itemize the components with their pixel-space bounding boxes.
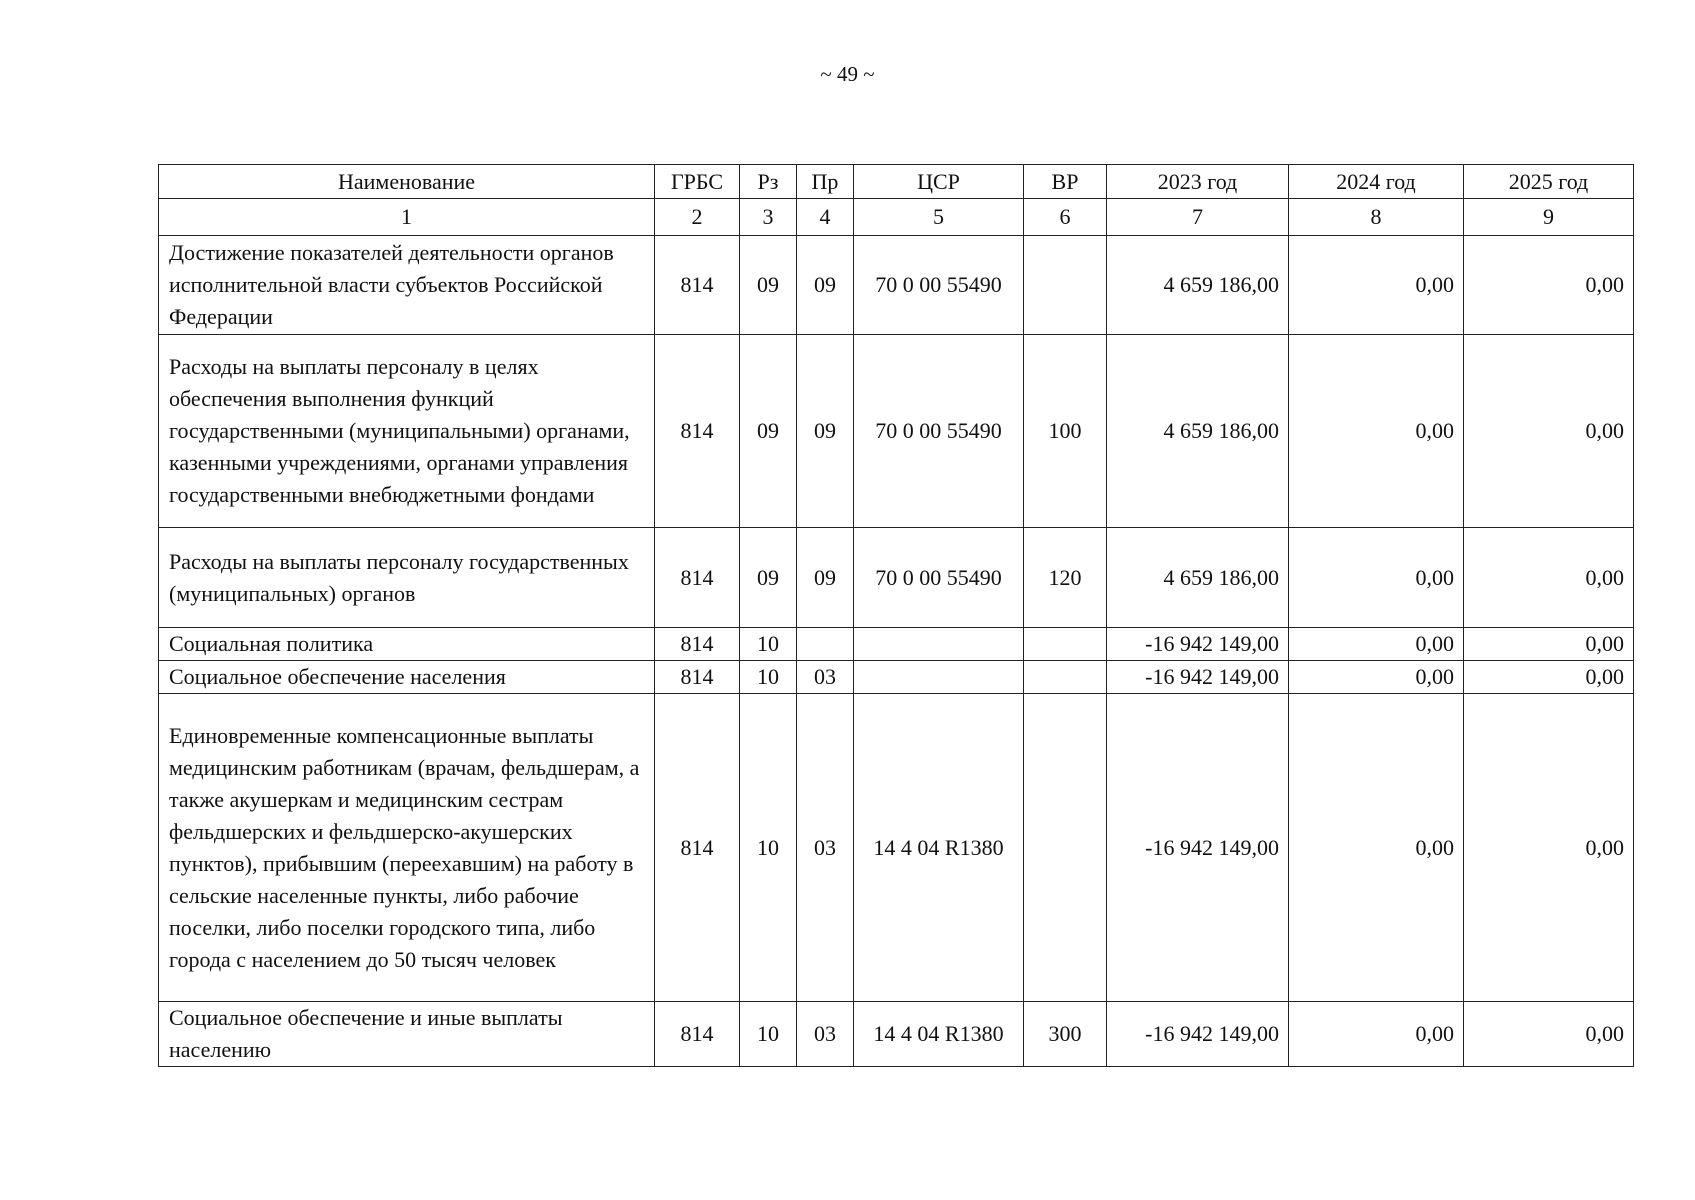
row-2023: 4 659 186,00: [1107, 528, 1289, 628]
table-row: [159, 236, 1634, 335]
header-name: Наименование: [159, 165, 655, 199]
row-rz: 10: [740, 694, 797, 1002]
header-csr: ЦСР: [854, 165, 1024, 199]
row-pr: 09: [797, 236, 854, 335]
row-grbs: 814: [655, 694, 740, 1002]
column-number-row: [159, 199, 1634, 236]
column-number: 5: [854, 199, 1024, 236]
row-rz: 09: [740, 335, 797, 528]
table-row: [159, 528, 1634, 628]
row-csr: [854, 661, 1024, 694]
header-vr: ВР: [1024, 165, 1107, 199]
row-vr: [1024, 236, 1107, 335]
row-vr: 120: [1024, 528, 1107, 628]
row-name: Расходы на выплаты персоналу государственных (муниципальных) органов: [159, 528, 655, 628]
row-grbs: 814: [655, 1002, 740, 1067]
row-vr: 100: [1024, 335, 1107, 528]
header-2023: 2023 год: [1107, 165, 1289, 199]
row-rz: 10: [740, 661, 797, 694]
row-2023: -16 942 149,00: [1107, 694, 1289, 1002]
row-csr: 14 4 04 R1380: [854, 1002, 1024, 1067]
table-header-row: [159, 165, 1634, 199]
column-number: 7: [1107, 199, 1289, 236]
row-2024: 0,00: [1289, 1002, 1464, 1067]
row-csr: 70 0 00 55490: [854, 236, 1024, 335]
row-name: Достижение показателей деятельности органов исполнительной власти субъектов Российской Федерации: [159, 236, 655, 335]
row-vr: [1024, 628, 1107, 661]
row-2024: 0,00: [1289, 335, 1464, 528]
table-row: [159, 628, 1634, 661]
row-2023: -16 942 149,00: [1107, 628, 1289, 661]
row-csr: [854, 628, 1024, 661]
table-row: [159, 661, 1634, 694]
row-vr: 300: [1024, 1002, 1107, 1067]
row-name: Единовременные компенсационные выплаты медицинским работникам (врачам, фельдшерам, а также акушеркам и медицинским сестрам фельдшерских и фельдшерско-акушерских пунктов), прибывшим (переехавшим) на работу в сельские населенные пункты, либо рабочие поселки, либо поселки городского типа, либо города с населением до 50 тысяч человек: [159, 694, 655, 1002]
column-number: 9: [1464, 199, 1634, 236]
column-number: 2: [655, 199, 740, 236]
row-vr: [1024, 694, 1107, 1002]
table-row: [159, 1002, 1634, 1067]
row-pr: 09: [797, 335, 854, 528]
row-name: Расходы на выплаты персоналу в целях обеспечения выполнения функций государственными (муниципальными) органами, казенными учреждениями, органами управления государственными внебюджетными фондами: [159, 335, 655, 528]
row-2025: 0,00: [1464, 236, 1634, 335]
row-2023: 4 659 186,00: [1107, 236, 1289, 335]
row-2023: -16 942 149,00: [1107, 661, 1289, 694]
row-csr: 14 4 04 R1380: [854, 694, 1024, 1002]
column-number: 6: [1024, 199, 1107, 236]
header-rz: Рз: [740, 165, 797, 199]
row-grbs: 814: [655, 528, 740, 628]
row-rz: 09: [740, 236, 797, 335]
row-csr: 70 0 00 55490: [854, 528, 1024, 628]
column-number: 8: [1289, 199, 1464, 236]
row-pr: 03: [797, 1002, 854, 1067]
row-2025: 0,00: [1464, 528, 1634, 628]
column-number: 1: [159, 199, 655, 236]
row-2025: 0,00: [1464, 661, 1634, 694]
row-pr: 09: [797, 528, 854, 628]
budget-table: [158, 164, 1634, 1067]
row-name: Социальное обеспечение населения: [159, 661, 655, 694]
row-pr: [797, 628, 854, 661]
row-2024: 0,00: [1289, 528, 1464, 628]
row-grbs: 814: [655, 661, 740, 694]
row-2025: 0,00: [1464, 694, 1634, 1002]
row-rz: 10: [740, 1002, 797, 1067]
row-pr: 03: [797, 694, 854, 1002]
row-2023: -16 942 149,00: [1107, 1002, 1289, 1067]
row-2024: 0,00: [1289, 661, 1464, 694]
table-row: [159, 694, 1634, 1002]
column-number: 3: [740, 199, 797, 236]
row-name: Социальное обеспечение и иные выплаты населению: [159, 1002, 655, 1067]
header-2025: 2025 год: [1464, 165, 1634, 199]
row-rz: 09: [740, 528, 797, 628]
row-2024: 0,00: [1289, 628, 1464, 661]
header-pr: Пр: [797, 165, 854, 199]
row-grbs: 814: [655, 236, 740, 335]
row-2024: 0,00: [1289, 694, 1464, 1002]
table-row: [159, 335, 1634, 528]
column-number: 4: [797, 199, 854, 236]
page-number: ~ 49 ~: [820, 62, 875, 86]
header-grbs: ГРБС: [655, 165, 740, 199]
row-2025: 0,00: [1464, 335, 1634, 528]
row-rz: 10: [740, 628, 797, 661]
row-2025: 0,00: [1464, 628, 1634, 661]
row-csr: 70 0 00 55490: [854, 335, 1024, 528]
row-vr: [1024, 661, 1107, 694]
row-pr: 03: [797, 661, 854, 694]
row-2024: 0,00: [1289, 236, 1464, 335]
row-2023: 4 659 186,00: [1107, 335, 1289, 528]
row-2025: 0,00: [1464, 1002, 1634, 1067]
row-grbs: 814: [655, 335, 740, 528]
row-grbs: 814: [655, 628, 740, 661]
row-name: Социальная политика: [159, 628, 655, 661]
header-2024: 2024 год: [1289, 165, 1464, 199]
